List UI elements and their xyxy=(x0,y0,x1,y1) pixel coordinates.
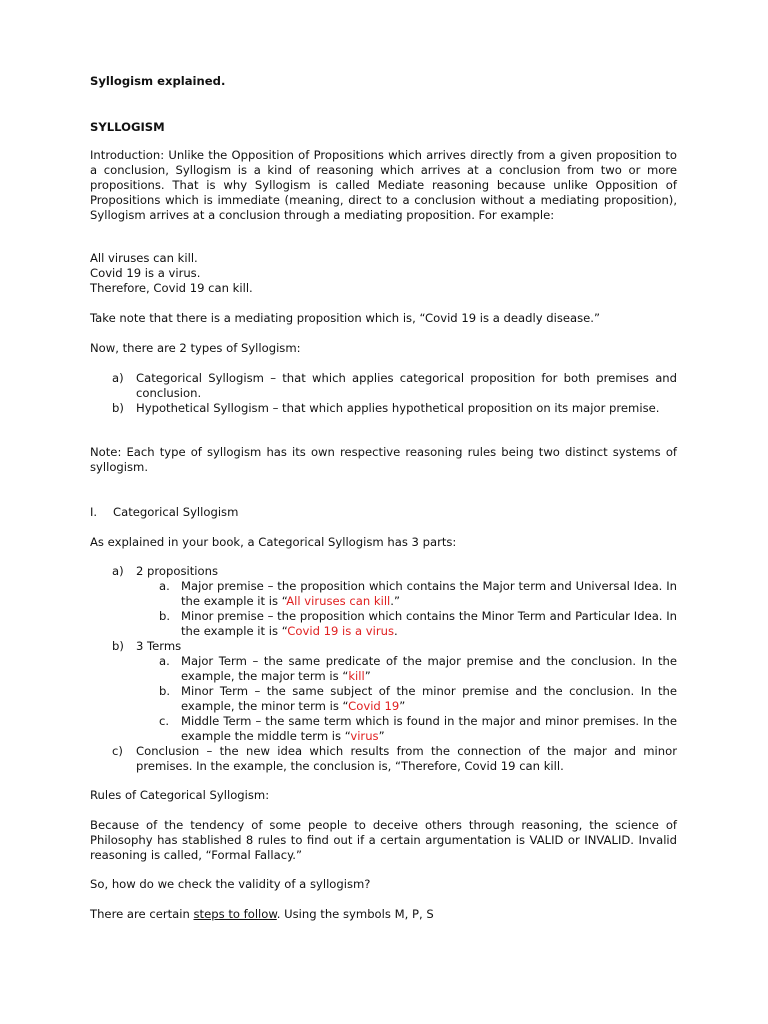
intro-paragraph: Introduction: Unlike the Opposition of Propositions which arrives directly from a given proposition to a conclusion, Syllogism is a kind of reasoning which arrives at a conclusion from two or more propositions. That is why Syllogism is called Mediate reasoning because unlike Opposition of Propositions which is immediate (meaning, direct to a conclusion without a mediating proposition), Syllogism arrives at a conclusion through a mediating proposition. For example: xyxy=(90,148,677,222)
list-marker: a) xyxy=(112,371,124,385)
rules-paragraph: Because of the tendency of some people to deceive others through reasoning, the science of Philosophy has stablished 8 rules to find out if a certain argumentation is VALID or INVALID. Invalid reasoning is called, “Formal Fallacy.” xyxy=(90,818,677,862)
document-title: Syllogism explained. xyxy=(90,74,226,88)
example-line: All viruses can kill. xyxy=(90,251,198,265)
rules-heading: Rules of Categorical Syllogism: xyxy=(90,788,270,802)
major-premise-item xyxy=(181,579,677,609)
item-text: . xyxy=(394,624,398,638)
highlighted-example: virus xyxy=(350,729,379,743)
item-text: ” xyxy=(399,699,406,713)
minor-premise-item xyxy=(181,609,677,639)
item-text: ” xyxy=(378,729,385,743)
item-text: Middle Term – the same term which is found in the major and minor premises. In the example the middle term is “ xyxy=(181,714,677,743)
highlighted-example: Covid 19 is a virus xyxy=(287,624,395,638)
part-terms-label: 3 Terms xyxy=(136,639,182,653)
conclusion-item: Conclusion – the new idea which results from the connection of the major and minor premises. In the example, the conclusion is, “Therefore, Covid 19 can kill. xyxy=(136,744,677,773)
item-text: .” xyxy=(390,594,400,608)
highlighted-example: kill xyxy=(348,669,365,683)
list-marker: c) xyxy=(112,744,123,758)
types-intro: Now, there are 2 types of Syllogism: xyxy=(90,341,301,355)
minor-term-item xyxy=(181,684,677,714)
major-term-item xyxy=(181,654,677,684)
item-text: ” xyxy=(364,669,371,683)
list-marker: b. xyxy=(159,684,171,698)
list-marker: a. xyxy=(159,654,170,668)
example-block xyxy=(90,251,677,296)
list-marker: b) xyxy=(112,401,124,415)
steps-text: There are certain xyxy=(90,907,194,921)
section-title: Categorical Syllogism xyxy=(113,505,239,519)
item-text: Minor Term – the same subject of the minor premise and the conclusion. In the example, the minor term is “ xyxy=(181,684,677,713)
example-line: Covid 19 is a virus. xyxy=(90,266,201,280)
part-propositions-label: 2 propositions xyxy=(136,564,218,578)
item-text: Major Term – the same predicate of the major premise and the conclusion. In the example, the major term is “ xyxy=(181,654,677,683)
list-marker: c. xyxy=(159,714,170,728)
highlighted-example: Covid 19 xyxy=(348,699,400,713)
item-text: Minor premise – the proposition which contains the Minor Term and Particular Idea. In the example it is “ xyxy=(181,609,677,638)
type-item-hypothetical: Hypothetical Syllogism – that which applies hypothetical proposition on its major premise. xyxy=(136,401,660,415)
list-marker: a) xyxy=(112,564,124,578)
list-marker: b) xyxy=(112,639,124,653)
highlighted-example: All viruses can kill xyxy=(286,594,391,608)
parts-intro: As explained in your book, a Categorical Syllogism has 3 parts: xyxy=(90,535,457,549)
example-line: Therefore, Covid 19 can kill. xyxy=(90,281,253,295)
section-number: I. xyxy=(90,505,98,519)
takenote-paragraph: Take note that there is a mediating proposition which is, “Covid 19 is a deadly disease.” xyxy=(90,311,600,325)
steps-paragraph xyxy=(90,907,677,922)
item-text: Major premise – the proposition which contains the Major term and Universal Idea. In the example it is “ xyxy=(181,579,677,608)
question-paragraph: So, how do we check the validity of a syllogism? xyxy=(90,877,371,891)
steps-to-follow-link[interactable]: steps to follow xyxy=(193,907,277,921)
list-marker: a. xyxy=(159,579,170,593)
list-marker: b. xyxy=(159,609,171,623)
type-item-categorical: Categorical Syllogism – that which applies categorical proposition for both premises and conclusion. xyxy=(136,371,677,400)
section-heading: SYLLOGISM xyxy=(90,120,165,134)
middle-term-item xyxy=(181,714,677,744)
note-paragraph: Note: Each type of syllogism has its own respective reasoning rules being two distinct systems of syllogism. xyxy=(90,445,677,474)
steps-text: . Using the symbols M, P, S xyxy=(276,907,434,921)
